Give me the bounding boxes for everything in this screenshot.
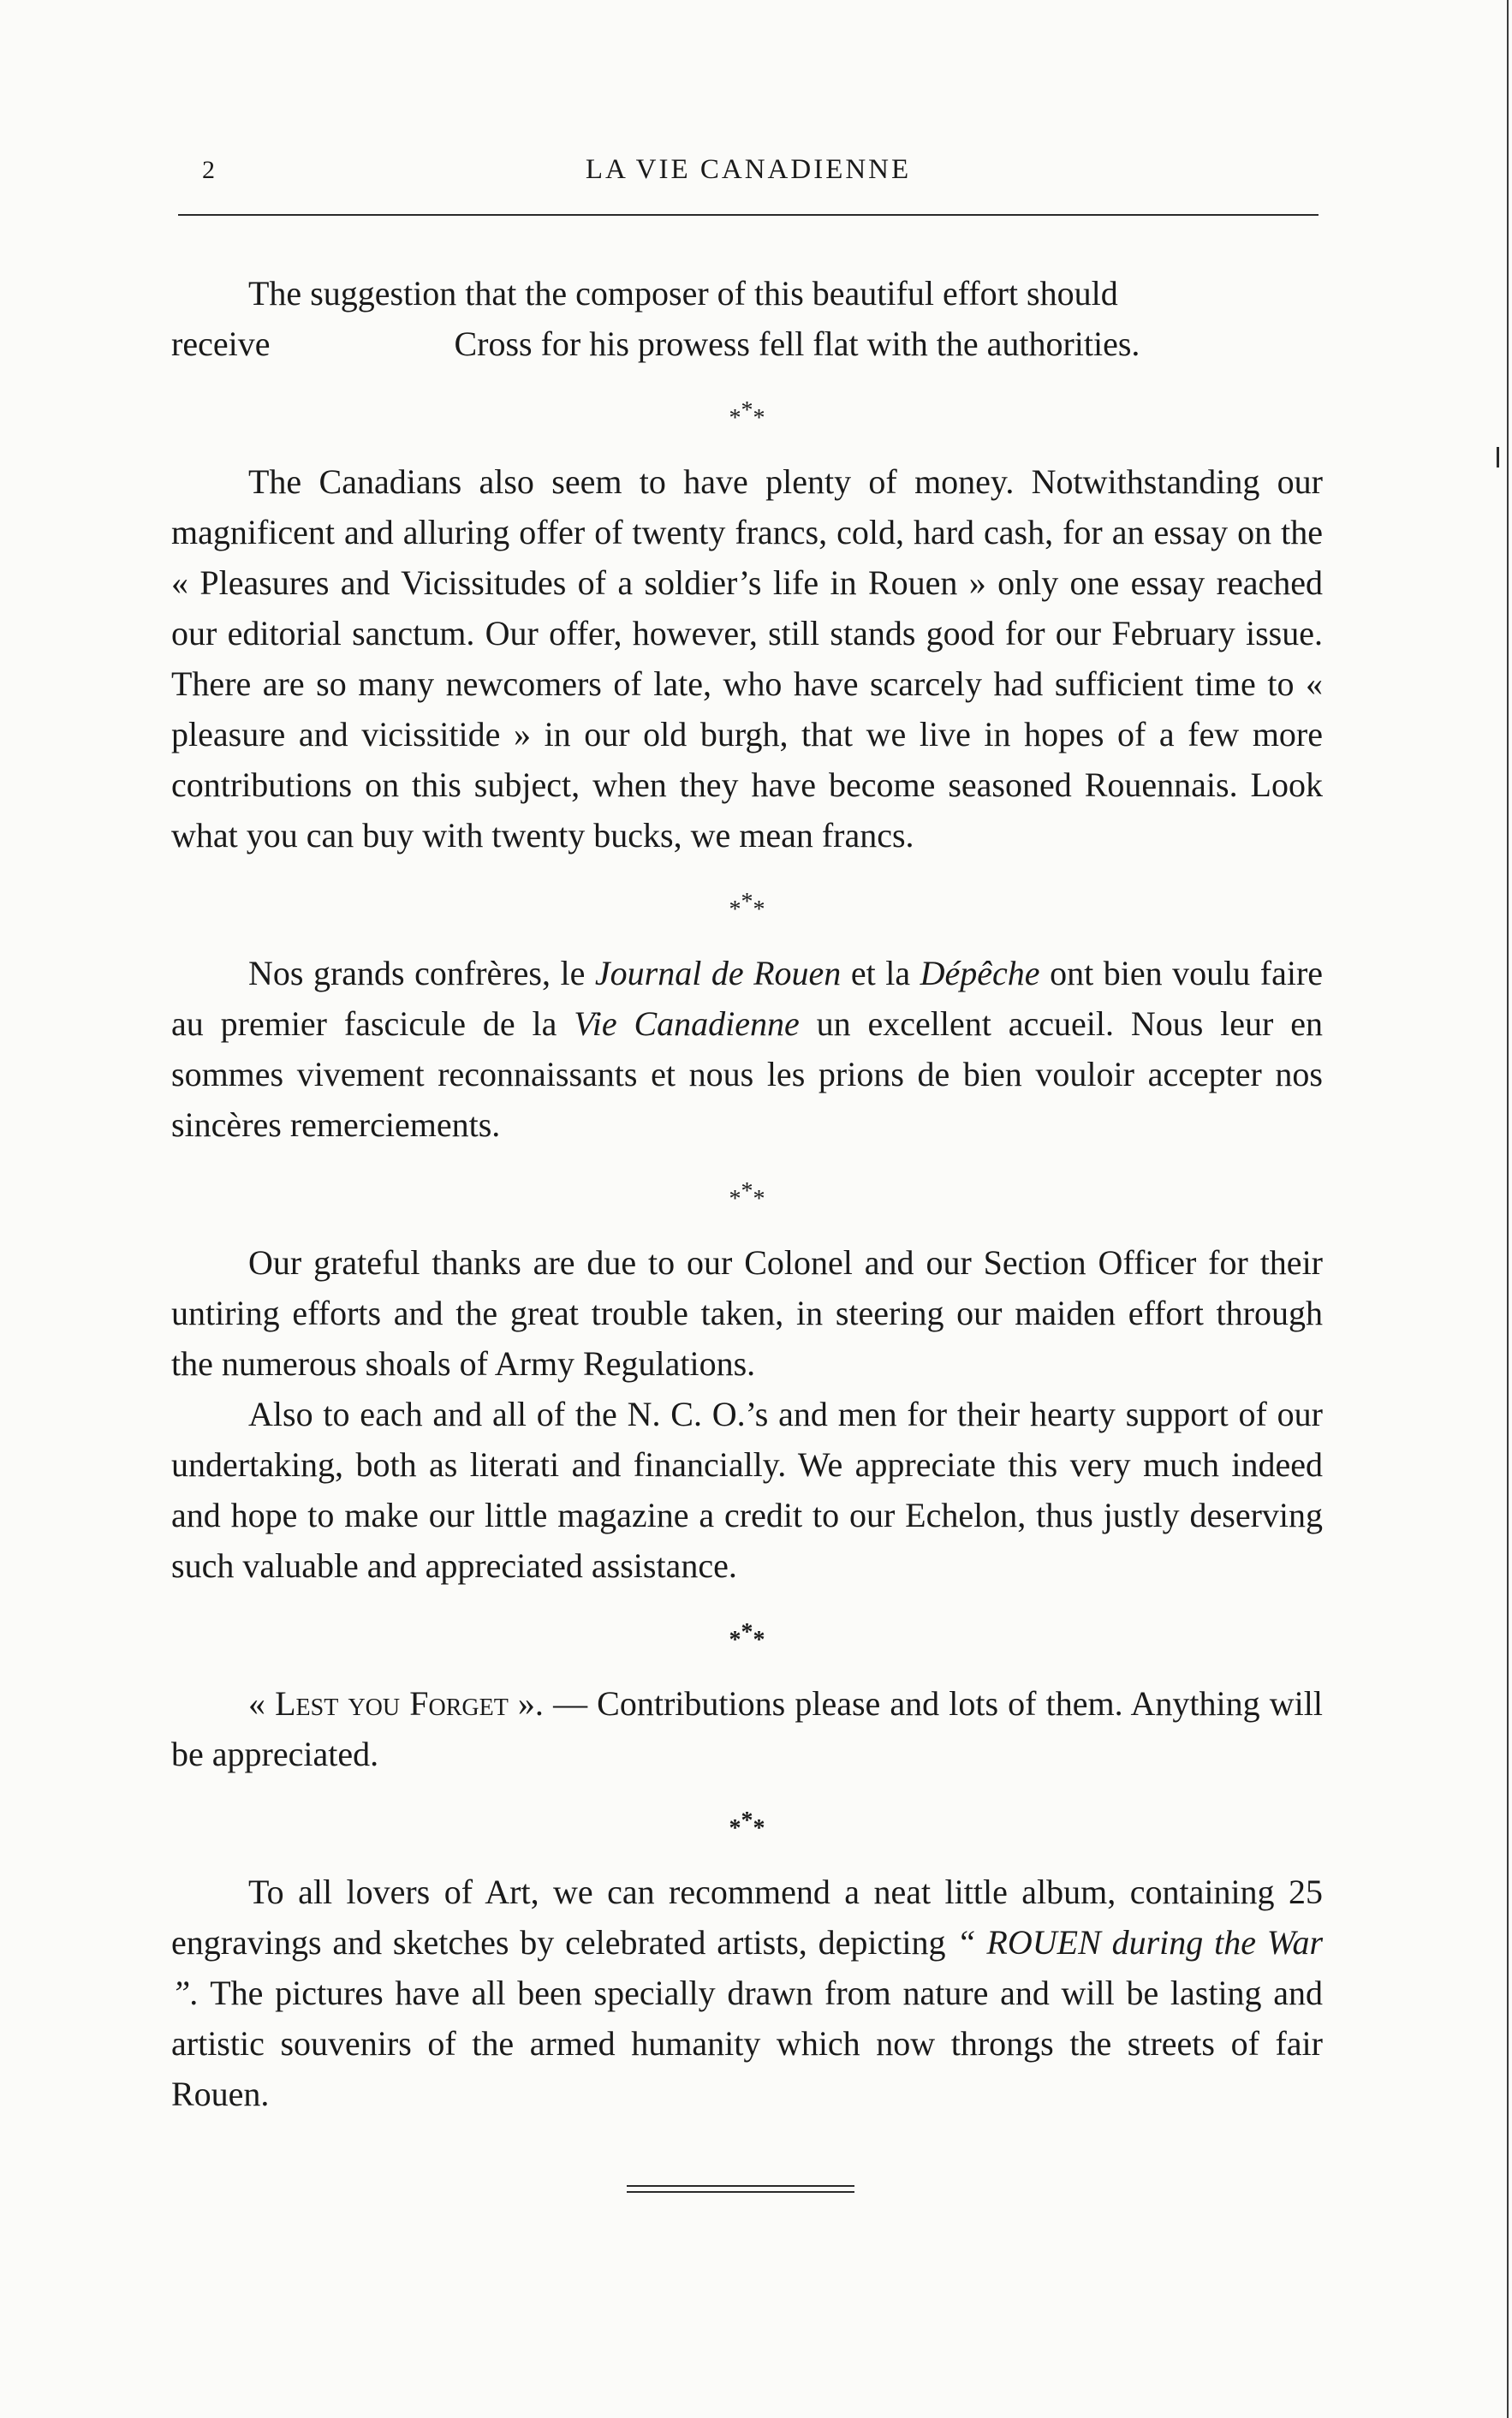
- header-rule: [178, 214, 1319, 216]
- paragraph-grateful-thanks: Our grateful thanks are due to our Colonel and our Section Officer for their untiring efforts and the great trouble taken, in steering our maiden effort through the numerous shoals of Army Regulations.: [171, 1243, 1323, 1383]
- page-number: 2: [202, 156, 215, 184]
- lest-you-forget-heading: « Lest you Forget ».: [248, 1684, 544, 1723]
- asterism-separator: ***: [729, 1178, 765, 1212]
- running-head: [178, 152, 1319, 195]
- page-edge-line: [1507, 0, 1509, 2418]
- asterism-separator: ***: [729, 397, 765, 432]
- vie-canadienne-title: Vie Canadienne: [574, 1004, 800, 1043]
- journal-title: LA VIE CANADIENNE: [585, 154, 912, 185]
- asterism-separator: ***: [729, 1808, 765, 1842]
- paragraph-suggestion: [171, 268, 1323, 319]
- paragraph-suggestion-receive: receive: [171, 325, 271, 363]
- article-body: [171, 268, 1323, 2119]
- rouen-during-the-war-title: “ ROUEN during the War ”.: [171, 1923, 1324, 2012]
- paragraph-canadians-money: The Canadians also seem to have plenty of money. Notwithstanding our magnificent and alluring offer of twenty francs, cold, hard cash, for an essay on the « Pleasures and Vicissitudes of a soldier’s life in Rouen » only one essay reached our editorial sanctum. Our offer, however, still stands good for our February issue. There are so many newcomers of late, who have scarcely had sufficient time to « pleasure and vicissitide » in our old burgh, that we live in hopes of a few more contributions on this subject, when they have become seasoned Rouennais. Look what you can buy with twenty bucks, we mean francs.: [171, 462, 1323, 855]
- paragraph-suggestion-line1: The suggestion that the composer of this beautiful effort should: [248, 274, 1118, 313]
- paragraph-suggestion-line2: Cross for his prowess fell flat with the authorities.: [454, 325, 1140, 363]
- depeche-title: Dépêche: [920, 954, 1040, 992]
- paragraph-suggestion-cont: [171, 319, 1323, 369]
- closing-double-rule: [627, 2185, 854, 2197]
- paragraph-art-album: To all lovers of Art, we can recommend a neat little album, containing 25 engravings and sketches by celebrated artists, depicting “ ROUEN during the War ”. The pictures have all been specially drawn from nature and will be lasting and artistic souvenirs of the armed humanity which now throngs the streets of fair Rouen.: [171, 1873, 1324, 2113]
- journal-de-rouen-title: Journal de Rouen: [594, 954, 842, 992]
- asterism-separator: ***: [729, 889, 765, 923]
- page-edge-mark: [1497, 447, 1499, 468]
- asterism-separator: ***: [729, 1619, 765, 1653]
- paragraph-nco-support: Also to each and all of the N. C. O.’s and men for their hearty support of our undertaking, both as literati and financially. We appreciate this very much indeed and hope to make our little magazine a credit to our Echelon, thus justly deserving such valuable and appreciated assistance.: [171, 1395, 1323, 1585]
- paragraph-lest-you-forget: « Lest you Forget ». — Contributions please and lots of them. Anything will be appreciated.: [171, 1684, 1323, 1773]
- paragraph-confreres: Nos grands confrères, le Journal de Rouen et la Dépêche ont bien voulu faire au premier fascicule de la Vie Canadienne un excellent accueil. Nous leur en sommes vivement reconnaissants et nous les prions de bien vouloir accepter nos sincères remerciements.: [171, 954, 1324, 1144]
